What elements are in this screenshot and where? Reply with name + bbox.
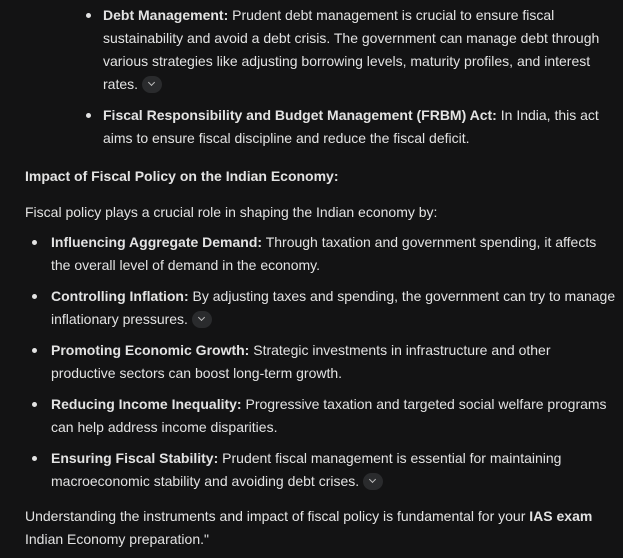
chevron-down-icon[interactable] [363, 473, 383, 490]
conclusion-text: Understanding the instruments and impact of fiscal policy is fundamental for your [25, 508, 530, 524]
list-item [51, 339, 616, 385]
conclusion-emphasis: IAS exam [529, 508, 593, 524]
chevron-down-icon[interactable] [192, 311, 212, 328]
list-item-title: Promoting Economic Growth: [51, 342, 250, 358]
nested-bullet-list [0, 4, 615, 150]
list-item-title: Debt Management: [103, 7, 229, 23]
list-item-text: In India, this act aims to ensure fiscal discipline and reduce the fiscal deficit. [103, 107, 599, 146]
conclusion-text-end: Indian Economy preparation." [25, 531, 209, 547]
list-item-text: Through taxation and government spending, it affects the overall level of demand in the economy. [51, 234, 597, 273]
list-item-title: Influencing Aggregate Demand: [51, 234, 263, 250]
bullet-icon [32, 240, 37, 245]
list-item-text: By adjusting taxes and spending, the government can try to manage inflationary pressures. [51, 288, 616, 327]
list-item [51, 447, 616, 493]
conclusion-paragraph [25, 505, 615, 551]
intro-paragraph: Fiscal policy plays a crucial role in shaping the Indian economy by: [25, 204, 438, 220]
bullet-icon [32, 294, 37, 299]
bullet-icon [86, 13, 91, 18]
list-item [103, 4, 615, 96]
list-item-title: Fiscal Responsibility and Budget Management (FRBM) Act: [103, 107, 497, 123]
chevron-down-icon[interactable] [142, 76, 162, 93]
list-item [51, 231, 616, 277]
list-item-text: Prudent fiscal management is essential for maintaining macroeconomic stability and avoiding debt crises. [51, 450, 562, 489]
list-item-title: Controlling Inflation: [51, 288, 189, 304]
list-item [51, 285, 616, 331]
list-item-text: Strategic investments in infrastructure and other productive sectors can boost long-term growth. [51, 342, 551, 381]
list-item-title: Reducing Income Inequality: [51, 396, 242, 412]
list-item-text: Prudent debt management is crucial to ensure fiscal sustainability and avoid a debt crisis. The government can manage debt through various strategies like adjusting borrowing levels, maturity profiles, and interest rates. [103, 7, 600, 92]
list-item-text: Progressive taxation and targeted social welfare programs can help address income disparities. [51, 396, 607, 435]
bullet-icon [32, 456, 37, 461]
section-heading: Impact of Fiscal Policy on the Indian Economy: [25, 168, 339, 184]
list-item [51, 393, 616, 439]
bullet-icon [32, 348, 37, 353]
impact-bullet-list [0, 231, 616, 493]
list-item [103, 104, 615, 150]
bullet-icon [86, 113, 91, 118]
list-item-title: Ensuring Fiscal Stability: [51, 450, 219, 466]
bullet-icon [32, 402, 37, 407]
